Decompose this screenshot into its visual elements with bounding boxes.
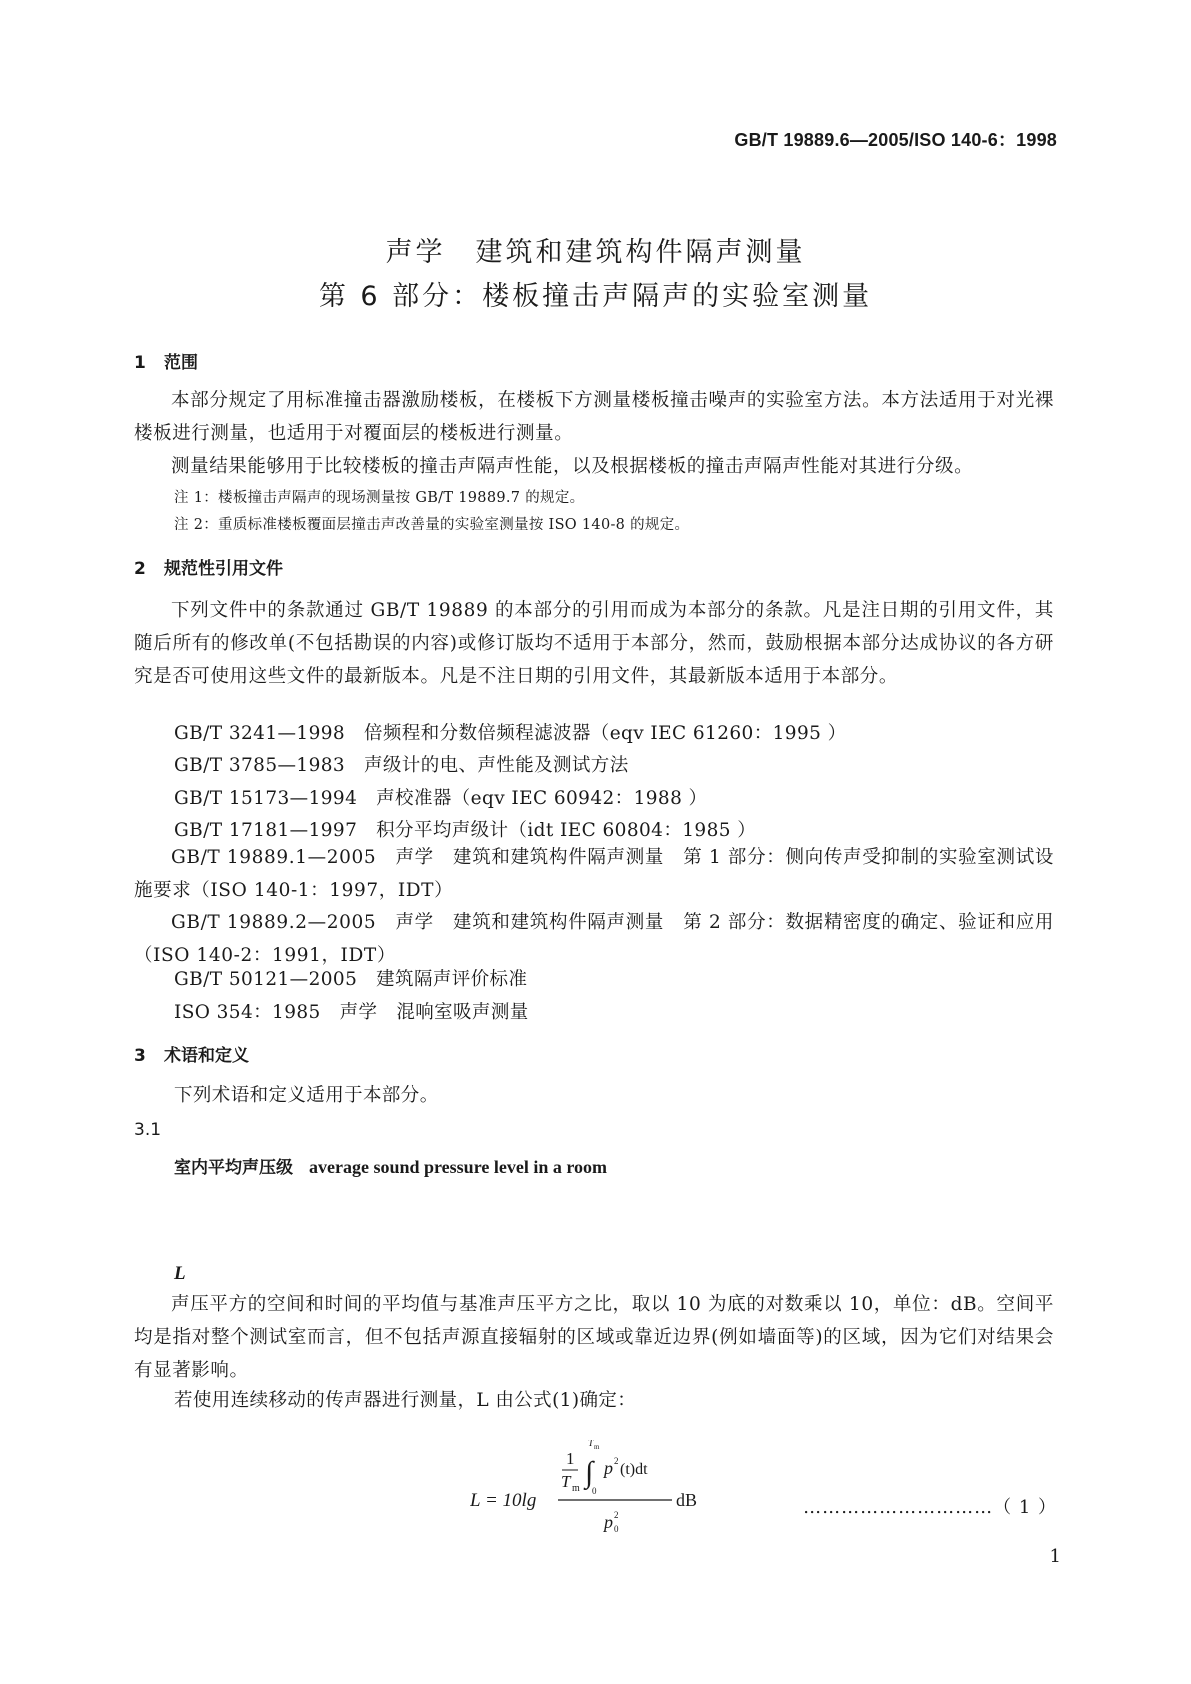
integrand-power: 2 xyxy=(614,1456,619,1466)
document-title-line2: 第 6 部分：楼板撞击声隔声的实验室测量 xyxy=(318,281,873,312)
term-definition: 声压平方的空间和时间的平均值与基准声压平方之比，取以 10 为底的对数乘以 10，单位：dB。空间平均是指对整个测试室而言，但不包括声源直接辐射的区域或靠近边界(例如墙面等)的区域，因为它们对结果会有显著影响。 xyxy=(134,1294,1054,1381)
section-number: 1 xyxy=(134,353,146,373)
section-2-paragraph: 下列文件中的条款通过 GB/T 19889 的本部分的引用而成为本部分的条款。凡是注日期的引用文件，其随后所有的修改单(不包括勘误的内容)或修订版均不适用于本部分，然而，鼓励根据本部分达成协议的各方研究是否可使用这些文件的最新版本。凡是不注日期的引用文件，其最新版本适用于本部分。 xyxy=(134,600,1054,687)
note-2: 注 2：重质标准楼板覆面层撞击声改善量的实验室测量按 ISO 140-8 的规定。 xyxy=(174,517,690,533)
section-1-paragraph-2: 测量结果能够用于比较楼板的撞击声隔声性能，以及根据楼板的撞击声隔声性能对其进行分级。 xyxy=(171,456,974,477)
section-3-heading xyxy=(134,1041,249,1066)
formula-intro: 若使用连续移动的传声器进行测量，L 由公式(1)确定： xyxy=(174,1390,637,1411)
page-number: 1 xyxy=(1049,1546,1061,1567)
upper-limit-sub: m xyxy=(594,1443,600,1451)
denominator: p xyxy=(604,1512,613,1532)
term-symbol: L xyxy=(174,1263,186,1284)
reference-item: GB/T 15173—1994 声校准器（eqv IEC 60942：1988 ） xyxy=(174,788,708,809)
reference-item: GB/T 3785—1983 声级计的电、声性能及测试方法 xyxy=(174,755,629,776)
reference-item: ISO 354：1985 声学 混响室吸声测量 xyxy=(174,1002,529,1023)
section-title: 术语和定义 xyxy=(164,1046,249,1066)
denominator-sub: 0 xyxy=(614,1524,619,1534)
reference-item: GB/T 3241—1998 倍频程和分数倍频程滤波器（eqv IEC 61260：1995 ） xyxy=(174,723,847,744)
denominator-power: 2 xyxy=(614,1510,619,1520)
section-title: 范围 xyxy=(164,353,198,373)
num-T-sub: m xyxy=(572,1483,580,1494)
num-one: 1 xyxy=(566,1449,575,1468)
upper-limit: T xyxy=(588,1440,594,1449)
reference-item: GB/T 17181—1997 积分平均声级计（idt IEC 60804：1985 ） xyxy=(174,820,757,841)
formula-unit: dB xyxy=(676,1490,698,1510)
integrand-arg: (t)dt xyxy=(620,1461,648,1478)
term-heading xyxy=(174,1153,607,1178)
integrand: p xyxy=(604,1458,613,1478)
section-1-heading xyxy=(134,348,198,373)
formula-1 xyxy=(470,1440,730,1550)
formula-lhs: L = 10lg xyxy=(470,1490,537,1511)
section-title: 规范性引用文件 xyxy=(164,559,283,579)
term-chinese: 室内平均声压级 xyxy=(174,1158,293,1178)
term-english: average sound pressure level in a room xyxy=(309,1157,607,1177)
num-T: T xyxy=(561,1472,571,1491)
lower-limit: 0 xyxy=(592,1486,597,1496)
subsection-number: 3.1 xyxy=(134,1120,162,1140)
note-1: 注 1：楼板撞击声隔声的现场测量按 GB/T 19889.7 的规定。 xyxy=(174,490,585,506)
section-3-intro: 下列术语和定义适用于本部分。 xyxy=(174,1085,439,1106)
standard-code: GB/T 19889.6—2005/ISO 140-6：1998 xyxy=(734,130,1057,150)
reference-item: GB/T 50121—2005 建筑隔声评价标准 xyxy=(174,969,528,990)
document-title-line1: 声学 建筑和建筑构件隔声测量 xyxy=(385,237,806,268)
section-number: 3 xyxy=(134,1046,146,1066)
section-number: 2 xyxy=(134,559,146,579)
section-1-paragraph-1: 本部分规定了用标准撞击器激励楼板，在楼板下方测量楼板撞击噪声的实验室方法。本方法适用于对光裸楼板进行测量，也适用于对覆面层的楼板进行测量。 xyxy=(134,390,1054,444)
section-2-heading xyxy=(134,554,283,579)
integral-sign: ∫ xyxy=(585,1456,594,1489)
reference-item: GB/T 19889.2—2005 声学 建筑和建筑构件隔声测量 第 2 部分：数据精密度的确定、验证和应用（ISO 140-2：1991，IDT） xyxy=(134,912,1054,966)
equation-number: …………………………（ 1 ） xyxy=(803,1497,1057,1518)
reference-item: GB/T 19889.1—2005 声学 建筑和建筑构件隔声测量 第 1 部分：侧向传声受抑制的实验室测试设施要求（ISO 140-1：1997，IDT） xyxy=(134,847,1054,901)
